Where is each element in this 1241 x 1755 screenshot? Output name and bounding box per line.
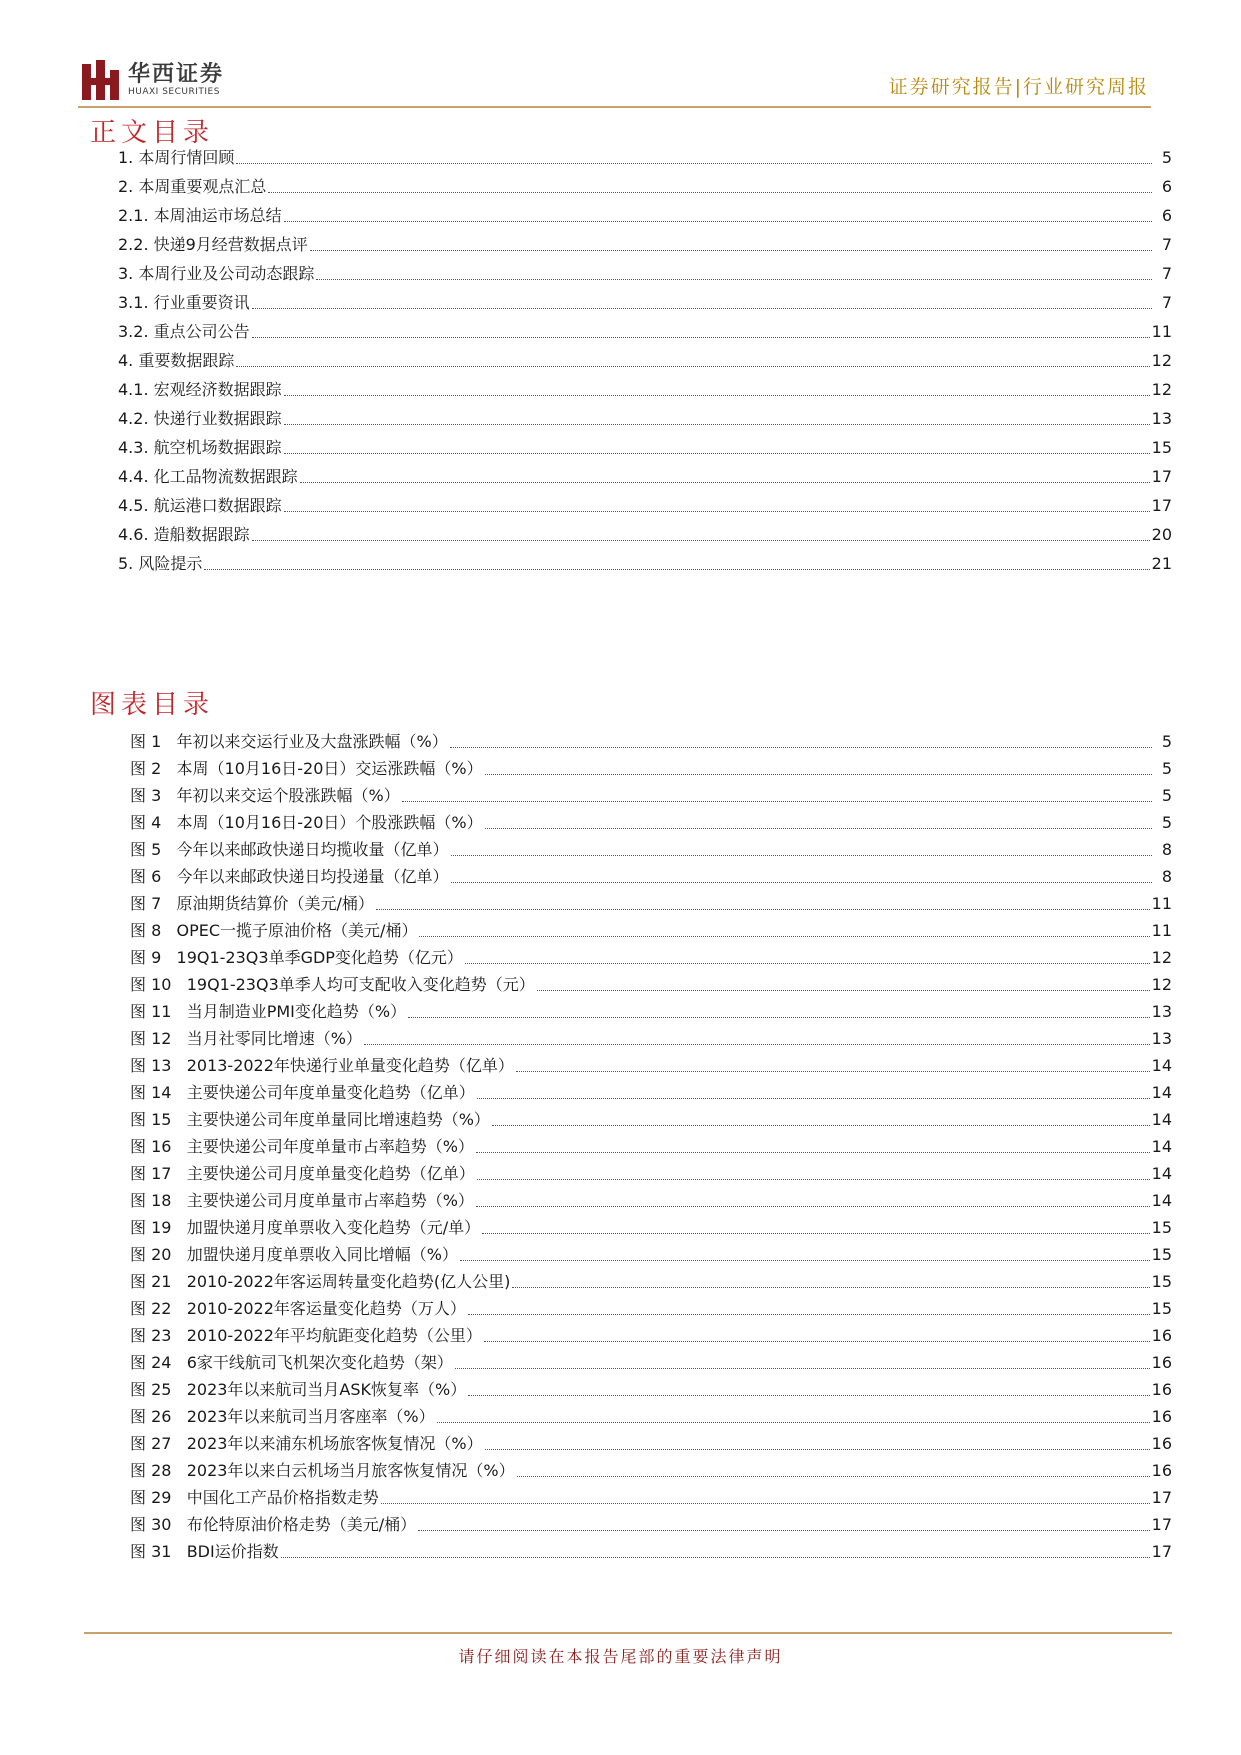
legal-notice: 请仔细阅读在本报告尾部的重要法律声明 [458,1647,783,1666]
figure-entry[interactable]: 图 8 OPEC一揽子原油价格（美元/桶） 11 [130,921,1172,940]
toc-entry[interactable]: 4.3. 航空机场数据跟踪 15 [118,438,1172,457]
toc-entry[interactable]: 4. 重要数据跟踪 12 [118,351,1172,370]
figures-title: 图表目录 [90,690,215,720]
figure-entry[interactable]: 图 16 主要快递公司年度单量市占率趋势（%） 14 [130,1137,1172,1156]
figure-entry[interactable]: 图 30 布伦特原油价格走势（美元/桶） 17 [130,1515,1172,1534]
figure-entry[interactable]: 图 23 2010-2022年平均航距变化趋势（公里） 16 [130,1326,1172,1345]
figure-entry[interactable]: 图 28 2023年以来白云机场当月旅客恢复情况（%） 16 [130,1461,1172,1480]
figure-entry[interactable]: 图 4 本周（10月16日-20日）个股涨跌幅（%） 5 [130,813,1172,832]
figure-entry[interactable]: 图 25 2023年以来航司当月ASK恢复率（%） 16 [130,1380,1172,1399]
brand-logo [82,60,224,100]
header-divider [78,106,1151,108]
figure-entry[interactable]: 图 7 原油期货结算价（美元/桶） 11 [130,894,1172,913]
figure-entry[interactable]: 图 12 当月社零同比增速（%） 13 [130,1029,1172,1048]
figure-entry[interactable]: 图 3 年初以来交运个股涨跌幅（%） 5 [130,786,1172,805]
toc-entry[interactable]: 5. 风险提示 21 [118,554,1172,573]
huaxi-logo-icon [82,60,120,100]
toc-entry[interactable]: 3. 本周行业及公司动态跟踪 7 [118,264,1172,283]
toc-entry[interactable]: 4.5. 航运港口数据跟踪 17 [118,496,1172,515]
brand-name-en: HUAXI SECURITIES [128,87,220,97]
figure-entry[interactable]: 图 27 2023年以来浦东机场旅客恢复情况（%） 16 [130,1434,1172,1453]
toc-entry[interactable]: 2.1. 本周油运市场总结 6 [118,206,1172,225]
brand-name-cn: 华西证券 [128,61,225,87]
figure-entry[interactable]: 图 26 2023年以来航司当月客座率（%） 16 [130,1407,1172,1426]
toc-entry[interactable]: 4.4. 化工品物流数据跟踪 17 [118,467,1172,486]
figure-entry[interactable]: 图 24 6家干线航司飞机架次变化趋势（架） 16 [130,1353,1172,1372]
toc-title: 正文目录 [90,118,215,148]
toc-entry[interactable]: 4.1. 宏观经济数据跟踪 12 [118,380,1172,399]
figure-entry[interactable]: 图 14 主要快递公司年度单量变化趋势（亿单） 14 [130,1083,1172,1102]
figure-entry[interactable]: 图 11 当月制造业PMI变化趋势（%） 13 [130,1002,1172,1021]
figure-entry[interactable]: 图 5 今年以来邮政快递日均揽收量（亿单） 8 [130,840,1172,859]
toc-entry[interactable]: 1. 本周行情回顾 5 [118,148,1172,167]
figure-entry[interactable]: 图 15 主要快递公司年度单量同比增速趋势（%） 14 [130,1110,1172,1129]
report-type: 证券研究报告|行业研究周报 [888,76,1149,98]
figure-entry[interactable]: 图 29 中国化工产品价格指数走势 17 [130,1488,1172,1507]
figure-entry[interactable]: 图 17 主要快递公司月度单量变化趋势（亿单） 14 [130,1164,1172,1183]
figure-entry[interactable]: 图 21 2010-2022年客运周转量变化趋势(亿人公里) 15 [130,1272,1172,1291]
figure-entry[interactable]: 图 31 BDI运价指数 17 [130,1542,1172,1561]
page-header [78,52,1151,108]
toc-entry[interactable]: 2. 本周重要观点汇总 6 [118,177,1172,196]
figure-entry[interactable]: 图 13 2013-2022年快递行业单量变化趋势（亿单） 14 [130,1056,1172,1075]
toc-entry[interactable]: 3.2. 重点公司公告 11 [118,322,1172,341]
toc-entry[interactable]: 4.2. 快递行业数据跟踪 13 [118,409,1172,428]
figure-entry[interactable]: 图 22 2010-2022年客运量变化趋势（万人） 15 [130,1299,1172,1318]
footer-divider [84,1632,1172,1634]
figure-entry[interactable]: 图 6 今年以来邮政快递日均投递量（亿单） 8 [130,867,1172,886]
figure-entry[interactable]: 图 10 19Q1-23Q3单季人均可支配收入变化趋势（元） 12 [130,975,1172,994]
figure-entry[interactable]: 图 18 主要快递公司月度单量市占率趋势（%） 14 [130,1191,1172,1210]
toc-entry[interactable]: 4.6. 造船数据跟踪 20 [118,525,1172,544]
figure-entry[interactable]: 图 1 年初以来交运行业及大盘涨跌幅（%） 5 [130,732,1172,751]
figure-entry[interactable]: 图 9 19Q1-23Q3单季GDP变化趋势（亿元） 12 [130,948,1172,967]
figure-entry[interactable]: 图 2 本周（10月16日-20日）交运涨跌幅（%） 5 [130,759,1172,778]
figure-entry[interactable]: 图 19 加盟快递月度单票收入变化趋势（元/单） 15 [130,1218,1172,1237]
toc-entry[interactable]: 3.1. 行业重要资讯 7 [118,293,1172,312]
figure-entry[interactable]: 图 20 加盟快递月度单票收入同比增幅（%） 15 [130,1245,1172,1264]
toc-entry[interactable]: 2.2. 快递9月经营数据点评 7 [118,235,1172,254]
